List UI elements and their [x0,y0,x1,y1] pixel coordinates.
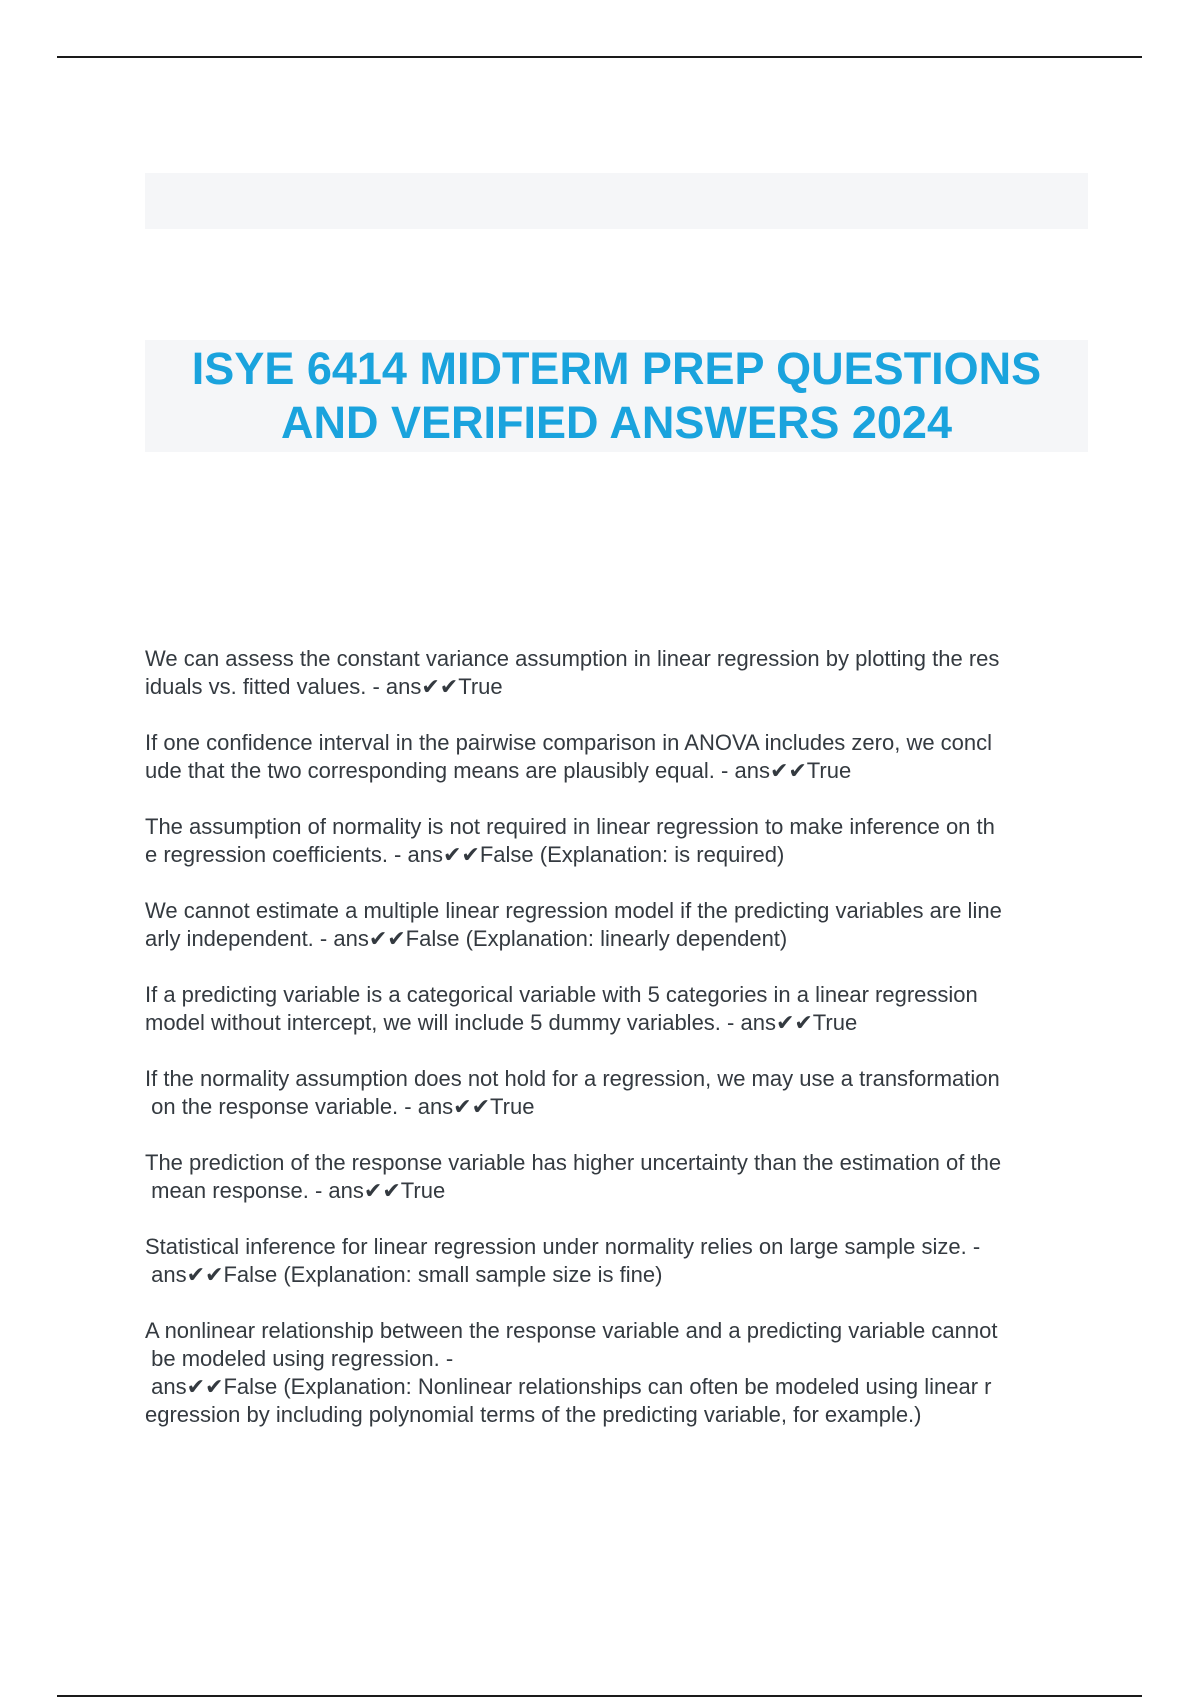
qa-line: model without intercept, we will include 5 dummy variables. - ans✔✔True [145,1010,858,1035]
qa-item [145,1149,1090,1205]
qa-item [145,813,1090,869]
qa-line: We cannot estimate a multiple linear regression model if the predicting variables are line [145,898,1002,923]
qa-item [145,729,1090,785]
qa-item [145,897,1090,953]
qa-line: The assumption of normality is not required in linear regression to make inference on th [145,814,995,839]
qa-line: e regression coefficients. - ans✔✔False (Explanation: is required) [145,842,785,867]
qa-line: ans✔✔False (Explanation: small sample size is fine) [145,1262,663,1287]
qa-line: egression by including polynomial terms of the predicting variable, for example.) [145,1402,922,1427]
qa-line: arly independent. - ans✔✔False (Explanation: linearly dependent) [145,926,788,951]
qa-line: Statistical inference for linear regression under normality relies on large sample size. - [145,1234,981,1259]
qa-line: If a predicting variable is a categorical variable with 5 categories in a linear regression [145,982,978,1007]
title-line: ISYE 6414 MIDTERM PREP QUESTIONS [191,343,1042,394]
qa-line: If one confidence interval in the pairwise comparison in ANOVA includes zero, we concl [145,730,993,755]
top-rule [57,56,1142,58]
qa-line: ans✔✔False (Explanation: Nonlinear relationships can often be modeled using linear r [145,1374,992,1399]
qa-line: be modeled using regression. - [145,1346,454,1371]
page-title [145,342,1088,450]
qa-line: A nonlinear relationship between the response variable and a predicting variable cannot [145,1318,998,1343]
qa-line: We can assess the constant variance assumption in linear regression by plotting the res [145,646,1000,671]
header-blank-band [145,173,1088,229]
qa-item [145,1317,1090,1429]
qa-line: ude that the two corresponding means are plausibly equal. - ans✔✔True [145,758,852,783]
qa-item [145,1065,1090,1121]
title-line: AND VERIFIED ANSWERS 2024 [281,397,952,448]
qa-line: If the normality assumption does not hold for a regression, we may use a transformation [145,1066,1000,1091]
qa-line: iduals vs. fitted values. - ans✔✔True [145,674,503,699]
qa-line: mean response. - ans✔✔True [145,1178,446,1203]
qa-item [145,981,1090,1037]
qa-list [145,645,1090,1457]
bottom-rule [57,1695,1142,1697]
qa-item [145,1233,1090,1289]
title-box [145,340,1088,452]
qa-item [145,645,1090,701]
qa-line: The prediction of the response variable has higher uncertainty than the estimation of the [145,1150,1002,1175]
qa-line: on the response variable. - ans✔✔True [145,1094,535,1119]
